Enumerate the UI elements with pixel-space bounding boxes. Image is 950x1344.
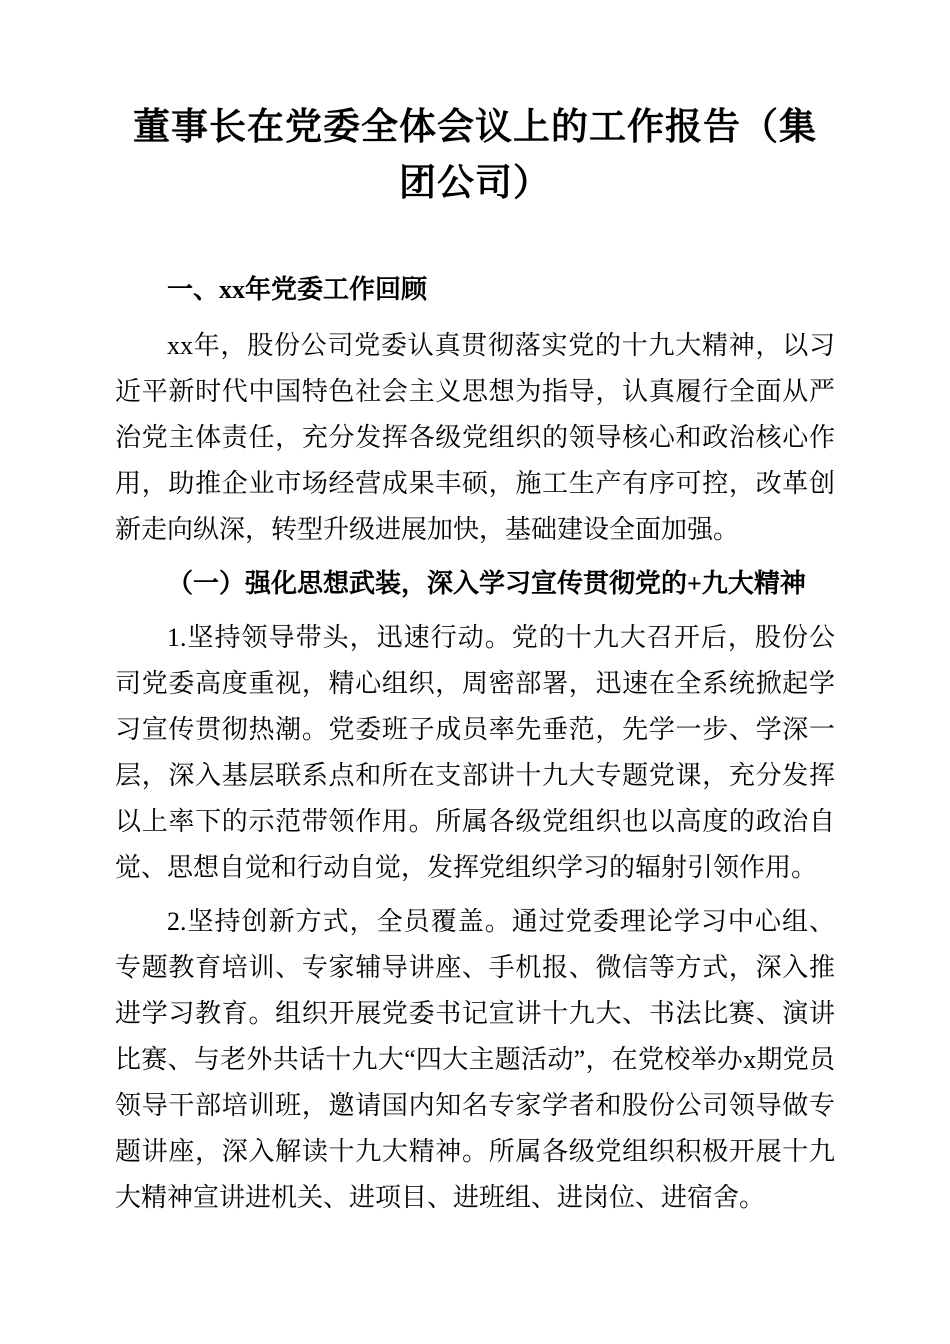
- paragraph-point-2: 2.坚持创新方式，全员覆盖。通过党委理论学习中心组、专题教育培训、专家辅导讲座、手机报、微信等方式，深入推进学习教育。组织开展党委书记宣讲十九大、书法比赛、演讲比赛、与老外共话十九大“四大主题活动”，在党校举办x期党员领导干部培训班，邀请国内知名专家学者和股份公司领导做专题讲座，深入解读十九大精神。所属各级党组织积极开展十九大精神宣讲进机关、进项目、进班组、进岗位、进宿舍。: [115, 907, 835, 1212]
- section-heading-work-review: 一、xx年党委工作回顾: [167, 275, 428, 304]
- subsection-heading-ideology: （一）强化思想武装，深入学习宣传贯彻党的+九大精神: [167, 569, 806, 598]
- paragraph-overview: xx年，股份公司党委认真贯彻落实党的十九大精神，以习近平新时代中国特色社会主义思想为指导，认真履行全面从严治党主体责任，充分发挥各级党组织的领导核心和政治核心作用，助推企业市场经营成果丰硕，施工生产有序可控，改革创新走向纵深，转型升级进展加快，基础建设全面加强。: [115, 331, 835, 544]
- document-title: 董事长在党委全体会议上的工作报告（集团公司）: [133, 107, 817, 204]
- paragraph-point-1: 1.坚持领导带头，迅速行动。党的十九大召开后，股份公司党委高度重视，精心组织，周密部署，迅速在全系统掀起学习宣传贯彻热潮。党委班子成员率先垂范，先学一步、学深一层，深入基层联系点和所在支部讲十九大专题党课，充分发挥以上率下的示范带领作用。所属各级党组织也以高度的政治自觉、思想自觉和行动自觉，发挥党组织学习的辐射引领作用。: [115, 623, 835, 882]
